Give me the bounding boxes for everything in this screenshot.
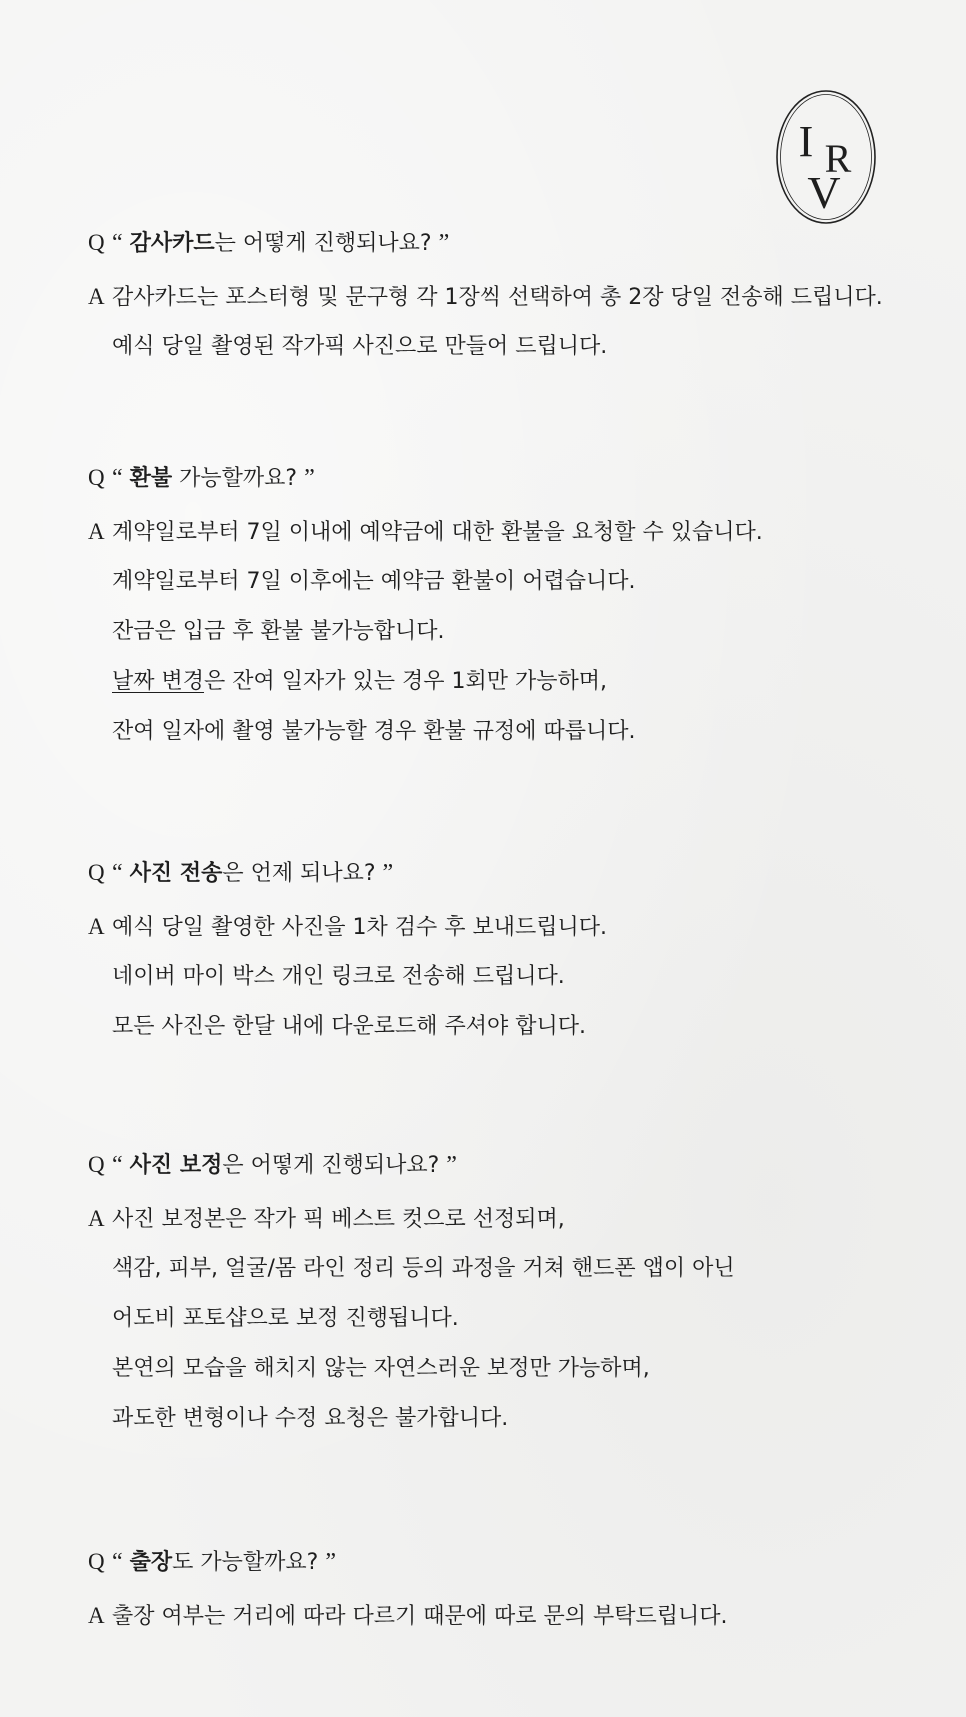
answer-prefix: A bbox=[88, 519, 105, 544]
answer-text: 예식 당일 촬영한 사진을 1차 검수 후 보내드립니다. bbox=[112, 915, 607, 940]
open-quote: “ bbox=[112, 230, 123, 256]
faq-answer-line bbox=[88, 667, 607, 697]
question-keyword: 사진 전송 bbox=[129, 861, 223, 886]
question-prefix: Q bbox=[88, 1152, 105, 1177]
close-quote: ” bbox=[304, 465, 315, 491]
question-keyword: 감사카드 bbox=[129, 231, 215, 256]
question-text: 은 언제 되나요? bbox=[222, 861, 376, 886]
answer-text: 출장 여부는 거리에 따라 다르기 때문에 따로 문의 부탁드립니다. bbox=[112, 1604, 728, 1629]
logo-letter-i: I bbox=[798, 117, 814, 166]
faq-answer-line bbox=[88, 962, 565, 992]
open-quote: “ bbox=[112, 860, 123, 886]
question-text: 가능할까요? bbox=[172, 466, 298, 491]
question-text: 은 어떻게 진행되나요? bbox=[222, 1153, 440, 1178]
answer-prefix: A bbox=[88, 284, 105, 309]
answer-text: 본연의 모습을 해치지 않는 자연스러운 보정만 가능하며, bbox=[112, 1356, 650, 1381]
faq-answer-line bbox=[88, 517, 763, 547]
faq-answer-line bbox=[88, 617, 445, 647]
faq-answer-line bbox=[88, 1304, 459, 1334]
faq-answer-line bbox=[88, 567, 636, 597]
faq-answer-line bbox=[88, 1601, 728, 1631]
answer-prefix: A bbox=[88, 1603, 105, 1628]
question-prefix: Q bbox=[88, 465, 105, 490]
question-prefix: Q bbox=[88, 860, 105, 885]
question-prefix: Q bbox=[88, 230, 105, 255]
faq-question bbox=[88, 228, 449, 258]
answer-text: 잔금은 입금 후 환불 불가능합니다. bbox=[112, 619, 445, 644]
faq-question bbox=[88, 858, 393, 888]
question-text: 는 어떻게 진행되나요? bbox=[214, 231, 432, 256]
question-prefix: Q bbox=[88, 1549, 105, 1574]
open-quote: “ bbox=[112, 1152, 123, 1178]
close-quote: ” bbox=[325, 1549, 337, 1575]
faq-question bbox=[88, 463, 315, 493]
answer-text: 네이버 마이 박스 개인 링크로 전송해 드립니다. bbox=[112, 964, 565, 989]
faq-answer-line bbox=[88, 1012, 586, 1042]
open-quote: “ bbox=[112, 1549, 123, 1575]
answer-text: 색감, 피부, 얼굴/몸 라인 정리 등의 과정을 거쳐 핸드폰 앱이 아닌 bbox=[112, 1256, 735, 1281]
logo-letter-v: V bbox=[807, 167, 841, 218]
answer-text: 감사카드는 포스터형 및 문구형 각 1장씩 선택하여 총 2장 당일 전송해 드립니다. bbox=[112, 285, 883, 310]
faq-answer-line bbox=[88, 332, 607, 362]
answer-prefix: A bbox=[88, 914, 105, 939]
answer-text: 어도비 포토샵으로 보정 진행됩니다. bbox=[112, 1306, 459, 1331]
faq-answer-line bbox=[88, 1204, 565, 1234]
answer-text: 은 잔여 일자가 있는 경우 1회만 가능하며, bbox=[204, 669, 607, 694]
answer-text: 계약일로부터 7일 이내에 예약금에 대한 환불을 요청할 수 있습니다. bbox=[112, 520, 763, 545]
logo-letter-r: R bbox=[824, 136, 852, 181]
faq-answer-line bbox=[88, 1354, 650, 1384]
faq-question bbox=[88, 1150, 457, 1180]
question-keyword: 사진 보정 bbox=[129, 1153, 223, 1178]
close-quote: ” bbox=[446, 1152, 457, 1178]
faq-question bbox=[88, 1547, 336, 1577]
answer-text: 과도한 변형이나 수정 요청은 불가합니다. bbox=[112, 1406, 509, 1431]
question-keyword: 환불 bbox=[129, 466, 173, 491]
question-text: 도 가능할까요? bbox=[172, 1550, 319, 1575]
faq-answer-line bbox=[88, 1404, 508, 1434]
close-quote: ” bbox=[382, 860, 394, 886]
answer-text: 예식 당일 촬영된 작가픽 사진으로 만들어 드립니다. bbox=[112, 334, 608, 359]
answer-text: 잔여 일자에 촬영 불가능할 경우 환불 규정에 따릅니다. bbox=[112, 719, 636, 744]
question-keyword: 출장 bbox=[129, 1550, 173, 1575]
faq-answer-line bbox=[88, 717, 636, 747]
answer-text: 모든 사진은 한달 내에 다운로드해 주셔야 합니다. bbox=[112, 1014, 586, 1039]
answer-text: 사진 보정본은 작가 픽 베스트 컷으로 선정되며, bbox=[112, 1207, 565, 1232]
answer-text: 계약일로부터 7일 이후에는 예약금 환불이 어렵습니다. bbox=[112, 569, 636, 594]
faq-answer-line bbox=[88, 1254, 735, 1284]
monogram-logo bbox=[774, 88, 878, 226]
answer-prefix: A bbox=[88, 1206, 105, 1231]
faq-answer-line bbox=[88, 282, 883, 312]
open-quote: “ bbox=[112, 465, 123, 491]
faq-answer-line bbox=[88, 912, 607, 942]
close-quote: ” bbox=[438, 230, 450, 256]
date-change-link[interactable]: 날짜 변경 bbox=[112, 669, 205, 694]
